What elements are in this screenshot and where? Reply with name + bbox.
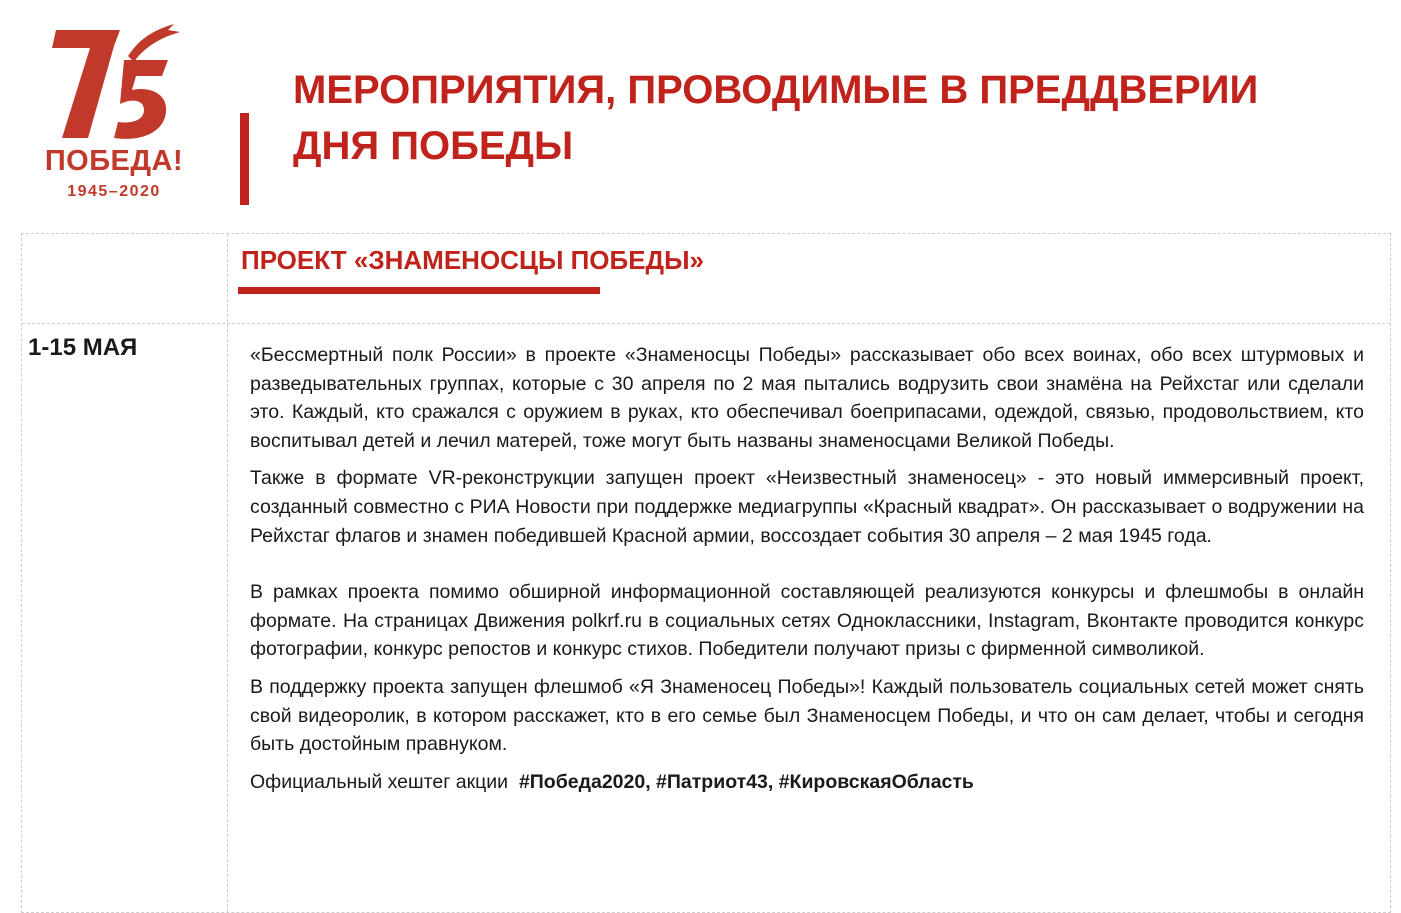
- project-title: ПРОЕКТ «ЗНАМЕНОСЦЫ ПОБЕДЫ»: [241, 245, 704, 275]
- page-title-line-1: МЕРОПРИЯТИЯ, ПРОВОДИМЫЕ В ПРЕДДВЕРИИ: [293, 68, 1259, 112]
- logo-word: ПОБЕДА!: [44, 145, 184, 177]
- logo-years: 1945–2020: [67, 183, 161, 200]
- number-75-emblem: [28, 20, 198, 150]
- description-paragraph-3: В рамках проекта помимо обширной информационной составляющей реализуются конкурсы и флешмобы в онлайн формате. На страницах Движения polkrf.ru в социальных сетях Одноклассники, Instagram, Вконтакте проводится конкурс фотографии, конкурс репостов и конкурс стихов. Победители получают призы с фирменной символикой.: [250, 581, 1364, 661]
- description-paragraph-2: Также в формате VR-реконструкции запущен проект «Неизвестный знаменосец» - это новый иммерсивный проект, созданный совместно с РИА Новости при поддержке медиагруппы «Красный квадрат». Он рассказывает о водружении на Рейхстаг флагов и знамен победившей Красной армии, воссоздает события 30 апреля – 2 мая 1945 года.: [250, 467, 1364, 547]
- page-title-line-2: ДНЯ ПОБЕДЫ: [293, 124, 574, 168]
- event-date: 1-15 МАЯ: [28, 334, 138, 361]
- hashtag-list: #Победа2020, #Патриот43, #КировскаяОбласть: [518, 770, 974, 793]
- page-title: [293, 62, 1293, 174]
- column-divider: [227, 234, 228, 912]
- description-paragraph-4: В поддержку проекта запущен флешмоб «Я Знаменосец Победы»! Каждый пользователь социальных сетей может снять свой видеоролик, в котором расскажет, кто в его семье был Знаменосцем Победы, и что он сам делает, чтобы и сегодня быть достойным правнуком.: [250, 675, 1364, 756]
- project-title-underline: [238, 287, 600, 294]
- row-divider: [22, 323, 1390, 324]
- hashtag-line: [250, 768, 1364, 797]
- event-description: [250, 341, 1364, 796]
- title-accent-bar: [240, 113, 249, 205]
- victory-75-logo: [28, 20, 198, 210]
- description-paragraph-1: «Бессмертный полк России» в проекте «Знаменосцы Победы» рассказывает обо всех воинах, обо всех штурмовых и разведывательных группах, которые с 30 апреля по 2 мая пытались водрузить свои знамёна на Рейхстаг или сделали это. Каждый, кто сражался с оружием в руках, кто обеспечивал боеприпасами, одеждой, связью, продовольствием, кто воспитывал детей и лечил матерей, тоже могут быть названы знаменосцами Великой Победы.: [250, 344, 1364, 452]
- hashtag-label: Официальный хештег акции: [250, 770, 509, 793]
